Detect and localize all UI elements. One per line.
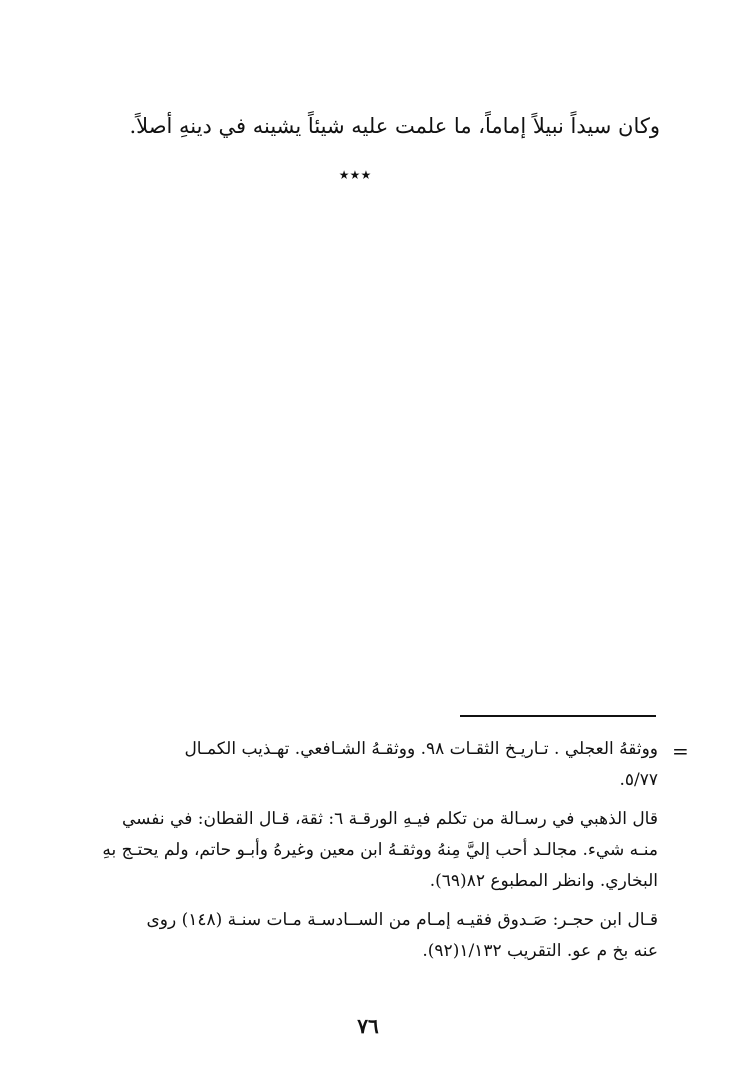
section-separator-asterisks: ٭٭٭ bbox=[338, 162, 372, 186]
footnote-block-2 bbox=[66, 804, 658, 897]
footnote-line: عنه بخ م عو. التقريب ١/١٣٢(٩٢). bbox=[422, 941, 658, 961]
footnote-line: ووثقهُ العجلي . تـاريـخ الثقـات ٩٨. ووثقـهُ الشـافعي. تهـذيب الكمـال bbox=[184, 739, 658, 759]
footnote-line: ٥/٧٧. bbox=[619, 770, 658, 790]
footnote-block-3 bbox=[66, 905, 658, 967]
footnote-block-1 bbox=[66, 734, 658, 796]
footnote-line: قال الذهبي في رسـالة من تكلم فيـهِ الورقـة ٦: ثقة، قـال القطان: في نفسي bbox=[121, 809, 658, 829]
footnotes-section bbox=[66, 734, 658, 975]
footnote-line: قـال ابن حجـر: صَـدوق فقيـه إمـام من الســادسـة مـات سنـة (١٤٨) روى bbox=[146, 910, 658, 930]
footnote-line: منـه شيء. مجالـد أحب إليَّ مِنهُ ووثقـهُ ابن معين وغيرهُ وأبـو حاتم، ولم يحتـج بهِ bbox=[102, 840, 658, 860]
footnote-continuation-mark: = bbox=[672, 739, 689, 763]
footnote-divider bbox=[460, 715, 656, 717]
main-text-line: وكان سيداً نبيلاً إماماً، ما علمت عليه شيئاً يشينه في دينهِ أصلاً. bbox=[129, 114, 660, 138]
page-number: ٧٦ bbox=[357, 1014, 379, 1038]
footnote-line: البخاري. وانظر المطبوع ٨٢(٦٩). bbox=[429, 871, 658, 891]
